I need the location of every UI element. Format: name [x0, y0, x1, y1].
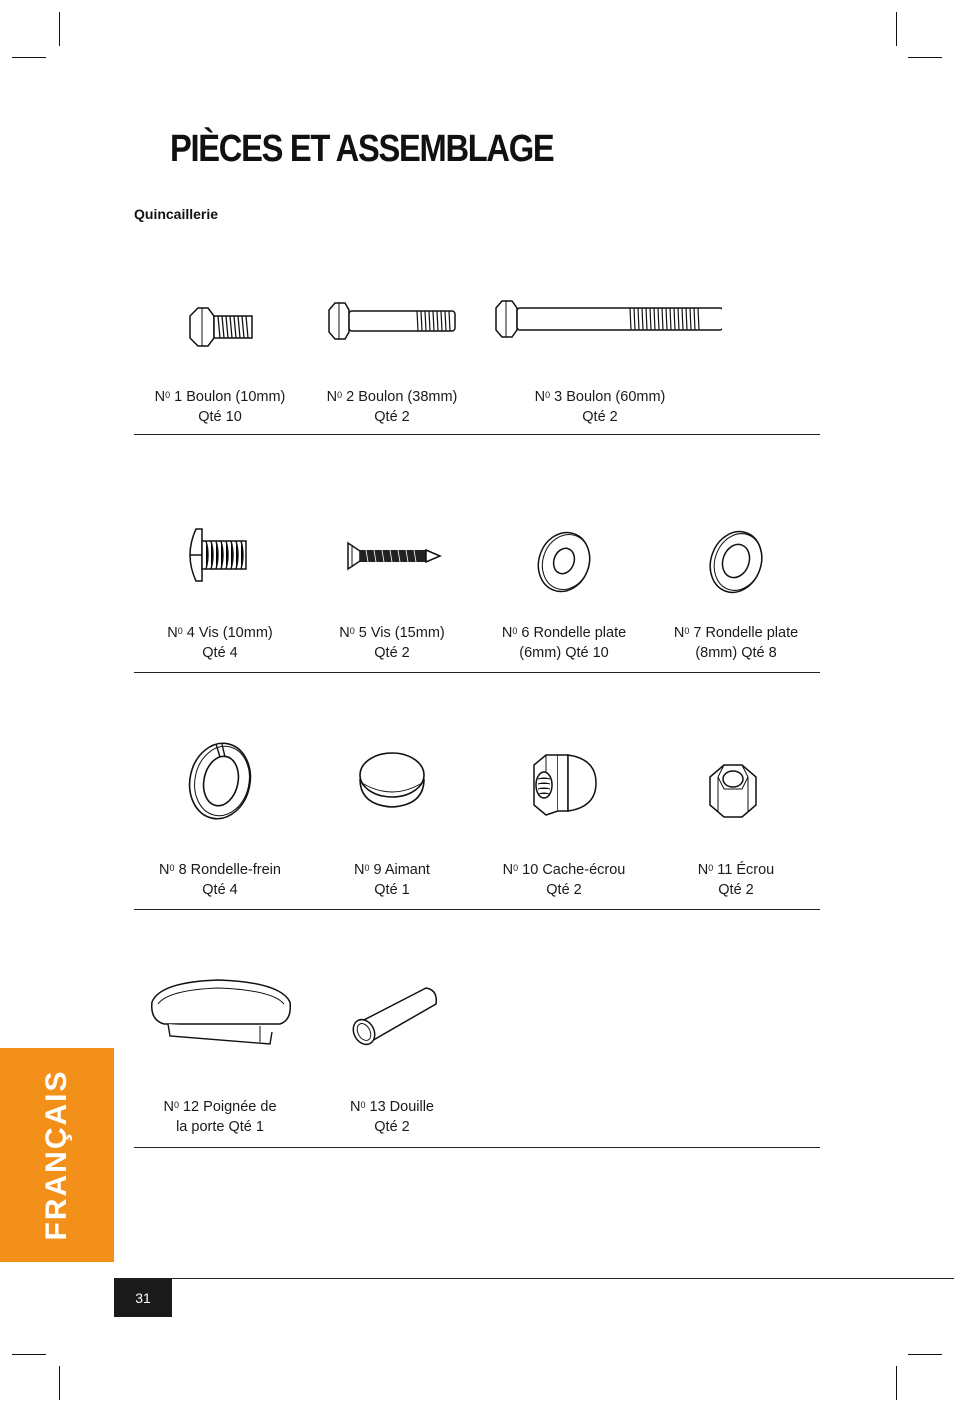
- door-handle-icon: [140, 974, 300, 1054]
- part-item: [306, 673, 478, 910]
- language-tab: [0, 1048, 114, 1262]
- bolt-10mm-icon: [180, 288, 260, 358]
- part-caption-line2: (8mm) Qté 8: [695, 645, 777, 661]
- crop-mark: [908, 1354, 942, 1355]
- part-item: [306, 270, 478, 435]
- hardware-row-2: [134, 435, 820, 673]
- part-caption-line2: Qté 4: [202, 882, 238, 898]
- crop-mark: [12, 57, 46, 58]
- part-item: [478, 673, 650, 910]
- part-caption-line2: Qté 10: [198, 409, 242, 425]
- lock-washer-icon: [180, 737, 260, 827]
- part-item: [134, 435, 306, 673]
- part-item: [134, 910, 306, 1148]
- part-caption-line1: $N^0$ 10 Cache-écrou: [502, 862, 626, 878]
- bolt-60mm-icon: [492, 282, 722, 352]
- part-caption-line2: Qté 2: [718, 882, 754, 898]
- footer-rule: [114, 1278, 954, 1279]
- bushing-icon: [342, 978, 442, 1058]
- crop-mark: [896, 12, 897, 46]
- part-item: [650, 673, 822, 910]
- part-caption-line1: $N^0$ 3 Boulon (60mm): [534, 389, 666, 405]
- part-item: [134, 673, 306, 910]
- page-title: PIÈCES ET ASSEMBLAGE: [170, 128, 554, 170]
- part-caption-line2: Qté 2: [374, 645, 410, 661]
- crop-mark: [59, 12, 60, 46]
- part-caption-line1: $N^0$ 6 Rondelle plate: [501, 625, 627, 641]
- flat-washer-8mm-icon: [701, 527, 771, 597]
- crop-mark: [12, 1354, 46, 1355]
- flat-washer-6mm-icon: [529, 527, 599, 597]
- part-caption-line2: Qté 2: [374, 1119, 410, 1135]
- part-caption-line1: $N^0$ 4 Vis (10mm): [167, 625, 273, 641]
- part-item: [478, 435, 650, 673]
- part-caption-line1: $N^0$ 13 Douille: [349, 1099, 434, 1115]
- page-number: 31: [114, 1279, 172, 1317]
- language-label: FRANÇAIS: [40, 1069, 73, 1241]
- part-caption-line1: $N^0$ 2 Boulon (38mm): [326, 389, 458, 405]
- hardware-row-3: [134, 673, 820, 910]
- part-caption-line1: $N^0$ 11 Écrou: [697, 862, 775, 878]
- part-caption-line1: $N^0$ 7 Rondelle plate: [673, 625, 799, 641]
- part-caption-line2: Qté 4: [202, 645, 238, 661]
- part-item: [134, 270, 306, 435]
- part-caption-line2: Qté 1: [374, 882, 410, 898]
- crop-mark: [908, 57, 942, 58]
- screw-15mm-icon: [342, 529, 452, 589]
- nut-icon: [702, 755, 772, 825]
- part-caption-line1: $N^0$ 12 Poignée de: [163, 1099, 277, 1115]
- magnet-icon: [352, 747, 432, 817]
- part-caption-line2: Qté 2: [582, 409, 618, 425]
- cap-nut-icon: [524, 741, 604, 821]
- part-caption-line1: $N^0$ 9 Aimant: [354, 862, 430, 878]
- part-item: [650, 435, 822, 673]
- part-item: [306, 910, 478, 1148]
- screw-10mm-icon: [178, 517, 268, 597]
- part-item: [306, 435, 478, 673]
- hardware-row-1: [134, 270, 820, 435]
- part-caption-line1: $N^0$ 8 Rondelle-frein: [159, 862, 281, 878]
- bolt-38mm-icon: [321, 284, 471, 354]
- part-caption-line1: $N^0$ 1 Boulon (10mm): [154, 389, 286, 405]
- part-caption-line2: la porte Qté 1: [176, 1119, 264, 1135]
- crop-mark: [896, 1366, 897, 1400]
- crop-mark: [59, 1366, 60, 1400]
- part-caption-line1: $N^0$ 5 Vis (15mm): [339, 625, 445, 641]
- part-caption-line2: Qté 2: [546, 882, 582, 898]
- part-caption-line2: (6mm) Qté 10: [519, 645, 609, 661]
- part-caption-line2: Qté 2: [374, 409, 410, 425]
- part-item: [478, 270, 722, 435]
- section-label: Quincaillerie: [134, 206, 219, 222]
- hardware-row-4: [134, 910, 820, 1148]
